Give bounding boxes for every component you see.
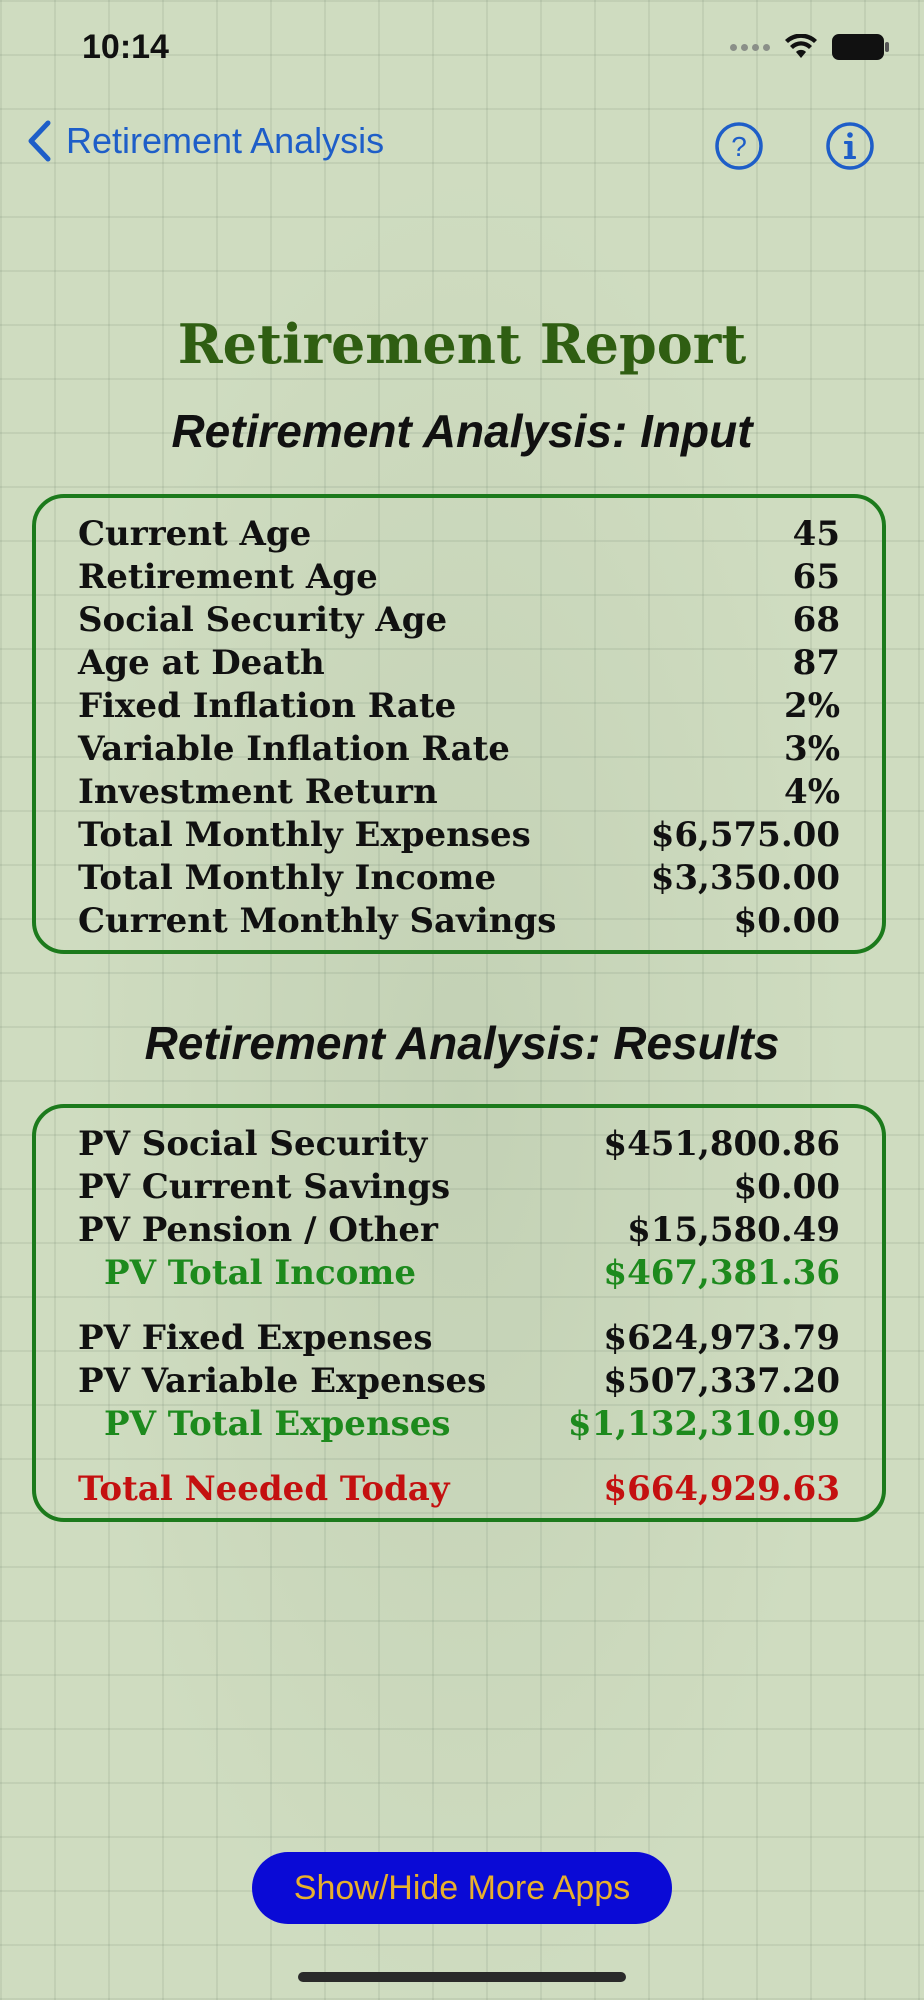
input-row-monthly-savings (78, 899, 840, 942)
row-label: Investment Return (78, 771, 438, 812)
row-label: PV Total Expenses (104, 1403, 451, 1444)
row-label: PV Variable Expenses (78, 1360, 487, 1401)
input-row-retirement-age (78, 555, 840, 598)
question-circle-icon (714, 121, 764, 171)
input-row-monthly-income (78, 856, 840, 899)
status-bar (0, 0, 924, 100)
row-value: $664,929.63 (603, 1468, 840, 1509)
info-button[interactable] (825, 121, 875, 171)
row-value: 4% (784, 771, 840, 812)
row-value: $0.00 (733, 1166, 840, 1207)
results-section-title: Retirement Analysis: Results (144, 1017, 780, 1069)
input-row-current-age (78, 512, 840, 555)
results-row-pv-current-savings (78, 1165, 840, 1208)
row-label: Current Age (78, 513, 312, 554)
results-row-pv-fixed-expenses (78, 1316, 840, 1359)
chevron-left-icon (26, 120, 52, 162)
wifi-icon (784, 34, 818, 60)
row-label: Total Needed Today (78, 1468, 450, 1509)
input-row-age-at-death (78, 641, 840, 684)
home-indicator[interactable] (298, 1972, 626, 1982)
status-icons (730, 34, 890, 60)
row-label: Total Monthly Income (78, 857, 497, 898)
results-row-pv-total-expenses (78, 1402, 840, 1445)
row-label: Social Security Age (78, 599, 448, 640)
status-time: 10:14 (82, 28, 169, 66)
row-label: Fixed Inflation Rate (78, 685, 457, 726)
results-row-pv-variable-expenses (78, 1359, 840, 1402)
results-row-total-needed-today (78, 1467, 840, 1510)
input-summary-box (32, 494, 886, 954)
row-value: 68 (792, 599, 840, 640)
battery-icon (832, 34, 890, 60)
row-value: 45 (792, 513, 840, 554)
input-row-investment-return (78, 770, 840, 813)
results-row-pv-total-income (78, 1251, 840, 1294)
row-label: Variable Inflation Rate (78, 728, 510, 769)
show-hide-more-apps-button[interactable] (252, 1852, 672, 1924)
row-value: $15,580.49 (627, 1209, 840, 1250)
row-label: Current Monthly Savings (78, 900, 557, 941)
row-value: $6,575.00 (650, 814, 840, 855)
input-row-fixed-inflation (78, 684, 840, 727)
show-hide-more-apps-label: Show/Hide More Apps (293, 1868, 631, 1907)
row-value: $0.00 (733, 900, 840, 941)
row-value: 87 (792, 642, 840, 683)
results-row-pv-social-security (78, 1122, 840, 1165)
back-button-label: Retirement Analysis (66, 120, 385, 161)
row-label: Total Monthly Expenses (78, 814, 531, 855)
results-summary-box (32, 1104, 886, 1522)
row-label: PV Fixed Expenses (78, 1317, 433, 1358)
row-value: $507,337.20 (603, 1360, 840, 1401)
info-circle-icon (825, 121, 875, 171)
row-label: PV Current Savings (78, 1166, 451, 1207)
input-section-title: Retirement Analysis: Input (171, 405, 753, 457)
row-value: 65 (792, 556, 840, 597)
row-value: $624,973.79 (603, 1317, 840, 1358)
results-row-pv-pension (78, 1208, 840, 1251)
help-button[interactable] (714, 121, 764, 171)
row-label: PV Pension / Other (78, 1209, 438, 1250)
row-value: 3% (784, 728, 840, 769)
row-label: PV Social Security (78, 1123, 428, 1164)
input-row-social-security-age (78, 598, 840, 641)
back-button[interactable] (26, 120, 384, 162)
row-label: Age at Death (78, 642, 325, 683)
svg-text:?: ? (731, 131, 747, 162)
input-row-variable-inflation (78, 727, 840, 770)
report-title: Retirement Report (177, 312, 747, 376)
row-value: 2% (784, 685, 840, 726)
row-value: $3,350.00 (650, 857, 840, 898)
row-value: $467,381.36 (603, 1252, 840, 1293)
row-value: $1,132,310.99 (567, 1403, 840, 1444)
input-row-monthly-expenses (78, 813, 840, 856)
cellular-signal-icon (730, 44, 770, 51)
row-label: Retirement Age (78, 556, 378, 597)
row-label: PV Total Income (104, 1252, 416, 1293)
row-value: $451,800.86 (603, 1123, 840, 1164)
